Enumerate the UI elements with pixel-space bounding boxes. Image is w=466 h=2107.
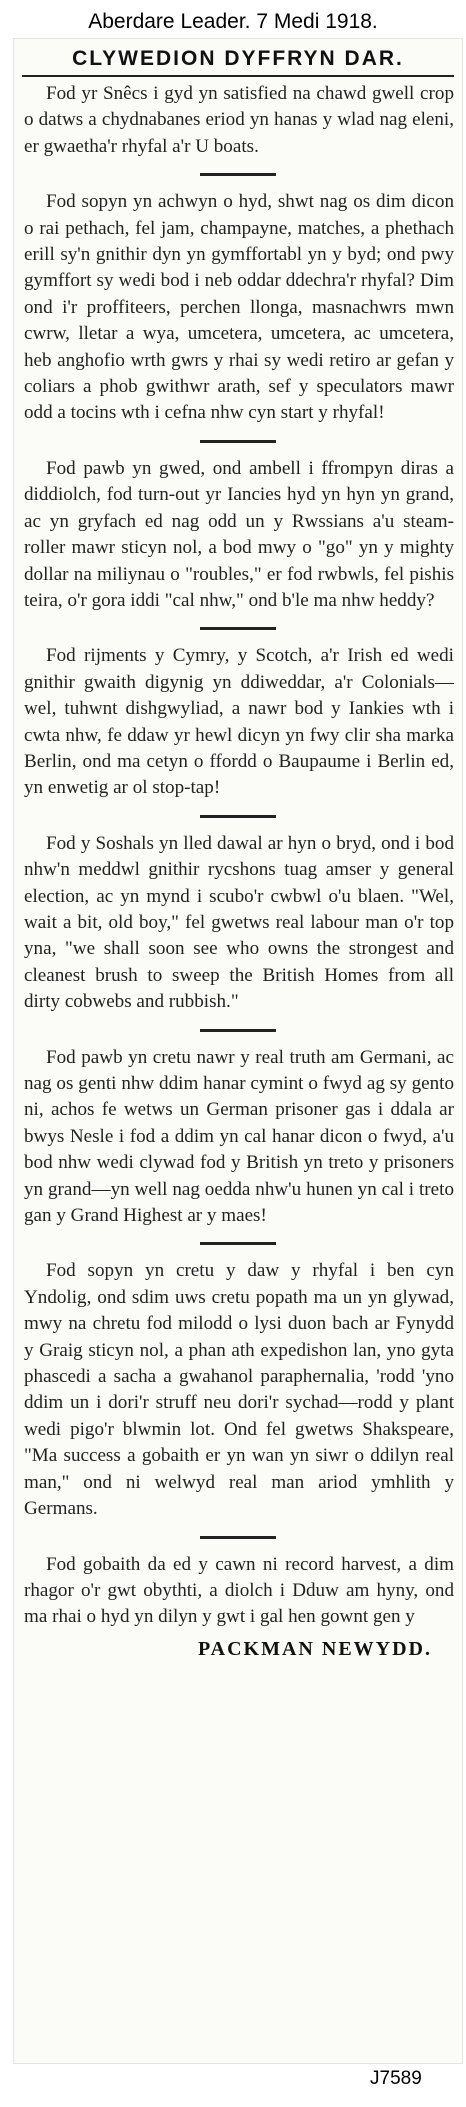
separator-rule [200, 627, 276, 630]
paragraph-5 [14, 831, 462, 1016]
paragraph-7 [14, 1258, 462, 1522]
headline: CLYWEDION DYFFRYN DAR. [72, 47, 404, 70]
paragraph-text: Fod gobaith da ed y cawn ni record harvest, a dim rhagor o'r gwt obythti, a diolch i Dduw am hyny, ond ma rhai o hyd yn dilyn y gwt i gal hen gownt gen y [24, 1553, 454, 1628]
separator-rule [200, 1029, 276, 1032]
paragraph-4 [14, 643, 462, 801]
paragraph-text: Fod sopyn yn cretu y daw y rhyfal i ben cyn Yndolig, ond sdim uws cretu popath ma un yn glywad, mwy na chretu fod milodd o lysi duon bach ar Fynydd y Graig sticyn nol, a phan ath expedishon lan, yno gyta phascedi a sacha a gwahanol paraphernalia, 'rodd 'yno ddim un i dori'r struff neu dori'r sychad—rodd y plant wedi pigo'r blwmin lot. Ond fel gwetws Shakspeare, "Ma success a gobaith er yn wan yn siwr o ddilyn real man," ond ni welwyd real man ariod ymhlith y Germans. [24, 1260, 454, 1520]
paragraph-text: Fod pawb yn cretu nawr y real truth am Germani, ac nag os genti nhw ddim hanar cymint o fwyd ag sy gento ni, achos fe wetws un German prisoner gas i ddala ar bwys Nesle i fod a ddim yn cal hanar dicon o fwyd, a'u bod nhw wedi clywad fod y British yn treto y prisoners yn grand—yn well nag oedda nhw'u hunen yn cal i treto gan y Grand Highest ar y maes! [24, 1046, 454, 1227]
paragraph-1 [14, 81, 462, 160]
signature: PACKMAN NEWYDD. [197, 1637, 432, 1660]
paragraph-3 [14, 456, 462, 614]
paragraph-text: Fod yr Snêcs i gyd yn satisfied na chawd gwell crop o datws a chydnabanes eriod yn hanas y wlad nag eleni, er gwaetha'r rhyfal a'r U boats. [24, 83, 454, 157]
paragraph-2 [14, 189, 462, 427]
paragraph-text: Fod pawb yn gwed, ond ambell i ffrompyn diras a diddiolch, fod turn-out yr Iancies hyd yn hyn yn grand, ac yn gryfach ed nag odd un y Rwssians a'u steam-roller mawr sticyn nol, a bod mwy o "go" yn y mighty dollar na miliynau o "roubles," er fod rwbwls, fel pishis teira, o'r gora iddi "cal nhw," ond b'le ma nhw heddy? [24, 457, 454, 611]
separator-rule [200, 173, 276, 176]
paragraph-text: Fod y Soshals yn lled dawal ar hyn o bryd, ond i bod nhw'n meddwl gnithir rycshons tuag amser y general election, ac yn mynd i scubo'r cwbwl o'u blaen. "Wel, wait a bit, old boy," fel gwetws real labour man o'r top yna, "we shall soon see who owns the strongest and cleanest brush to sweep the British Homes from all dirty cobwebs and rubbish." [24, 832, 454, 1013]
paragraph-text: Fod rijments y Cymry, y Scotch, a'r Irish ed wedi gnithir gwaith digynig yn ddiweddar, a'r Colonials—wel, tuhwnt dishgwyliad, a nawr bod y Iankies wth i cwta nhw, fe ddaw yr hewl dicyn yn fwy clir sha marka Berlin, ond ma cetyn o ffordd o Baupaume i Berlin ed, yn enwetig ar ol stop-tap! [24, 645, 454, 799]
separator-rule [200, 1536, 276, 1539]
paragraph-8 [14, 1552, 462, 1631]
newspaper-clipping [13, 38, 463, 2064]
separator-rule [200, 815, 276, 818]
separator-rule [200, 1242, 276, 1245]
headline-rule [22, 75, 454, 77]
caption: Aberdare Leader. 7 Medi 1918. [88, 10, 378, 33]
paragraph-6 [14, 1045, 462, 1230]
separator-rule [200, 440, 276, 443]
reference-code: J7589 [370, 2068, 422, 2089]
paragraph-text: Fod sopyn yn achwyn o hyd, shwt nag os dim dicon o rai pethach, fel jam, champayne, matches, a phethach erill sy'n gnithir dyn yn gymffortabl yn y byd; ond pwy gymffort sy wedi bod i neb oddar ddechra'r rhyfal? Dim ond i'r proffiteers, perchen llonga, masnachwrs mwn cwrw, lletar a wya, umcetera, umcetera, ac umcetera, heb anghofio wrth gwrs y rhai sy wedi retiro ar gefan y coliars a phob gwithwr arath, sef y speculators mawr odd a tocins wth i cefna nhw cyn start y rhyfal! [24, 191, 454, 424]
